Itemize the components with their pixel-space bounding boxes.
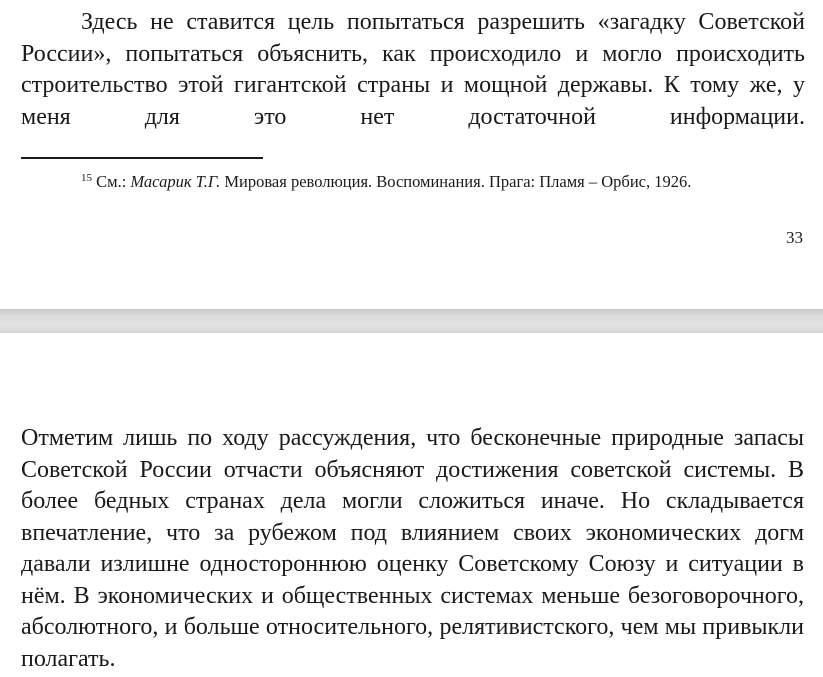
footnote (21, 170, 781, 194)
page-top (0, 0, 823, 309)
footnote-marker: 15 (81, 172, 92, 184)
page-number: 33 (786, 228, 803, 247)
footnote-author: Масарик Т.Г. (130, 172, 221, 191)
body-paragraph: Отметим лишь по ходу рассуждения, что бесконечные природные запасы Советской России отчасти объясняют достижения советской системы. В более бедных странах дела могли сложиться иначе. Но складывается впечатление, что за рубежом под влиянием своих экономических догм давали излишне одностороннюю оценку Советскому Союзу и ситуации в нём. В экономических и общественных системах меньше безоговорочного, абсолютного, и больше относительного, релятивистского, чем мы привыкли полагать. (21, 425, 804, 672)
body-paragraph: Здесь не ставится цель попытаться разрешить «загадку Советской России», попытаться объяснить, как происходило и могло происходить строительство этой гигантской страны и мощной державы. К тому же, у меня для это нет достаточной информации. (21, 9, 805, 130)
page-bottom (0, 333, 823, 677)
page-separator (0, 309, 823, 333)
footnote-text: Мировая революция. Воспоминания. Прага: Пламя – Орбис, 1926. (220, 172, 692, 191)
footnote-prefix: См.: (92, 172, 131, 191)
footnote-divider (21, 157, 263, 159)
